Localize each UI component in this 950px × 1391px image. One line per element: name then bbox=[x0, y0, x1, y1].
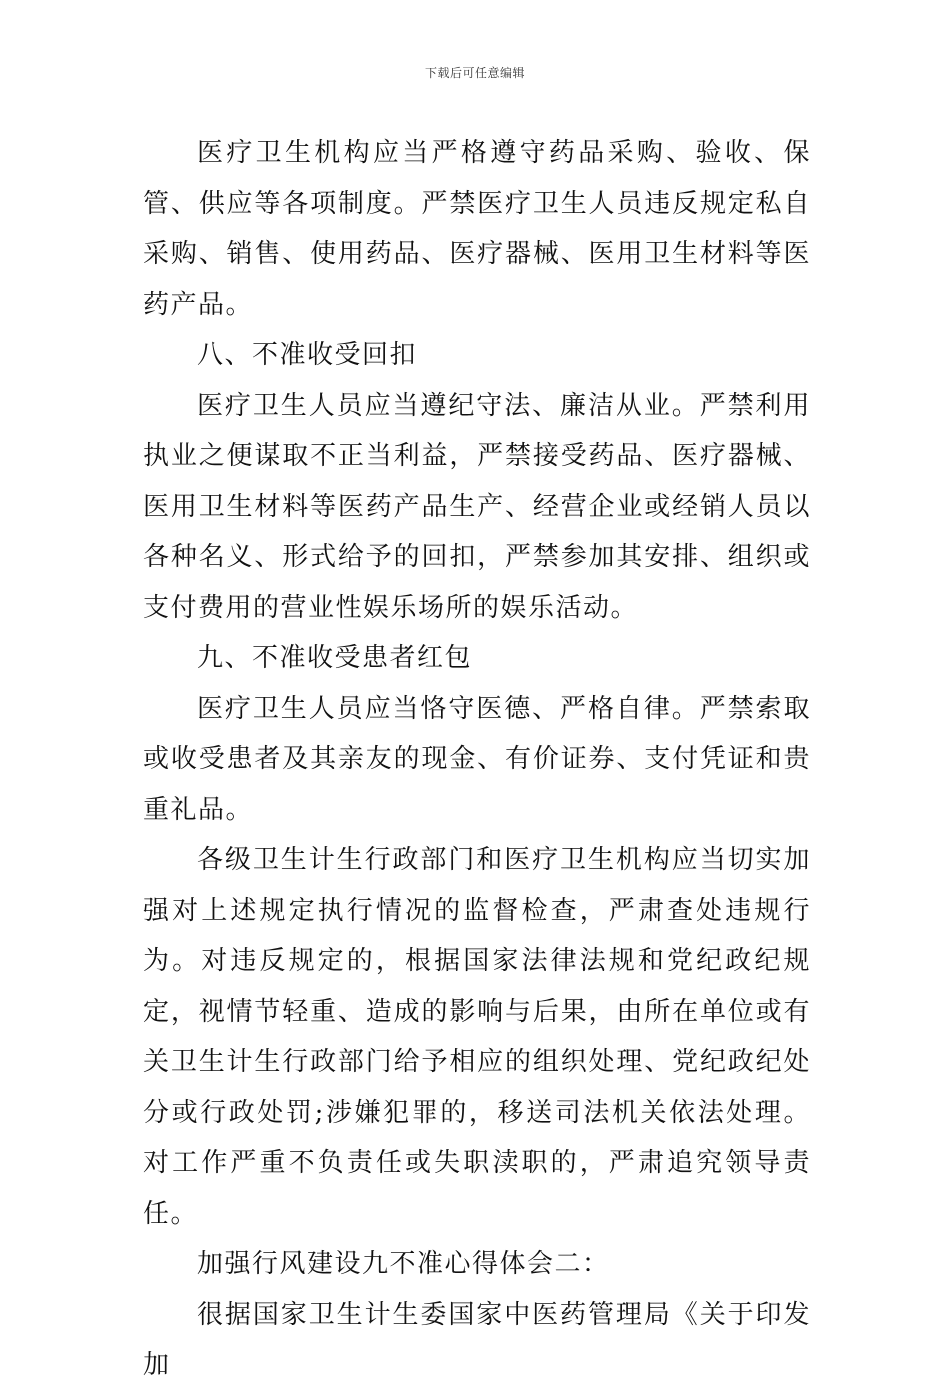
paragraph-no-red-envelopes: 医疗卫生人员应当恪守医德、严格自律。严禁索取或收受患者及其亲友的现金、有价证券、支付凭证和贵重礼品。 bbox=[143, 693, 811, 825]
subtitle-reflection-2: 加强行风建设九不准心得体会二： bbox=[197, 1249, 610, 1279]
page-header: 下载后可任意编辑 bbox=[424, 66, 525, 80]
paragraph-drug-procurement: 医疗卫生机构应当严格遵守药品采购、验收、保管、供应等各项制度。严禁医疗卫生人员违反规定私自采购、销售、使用药品、医疗器械、医用卫生材料等医药产品。 bbox=[143, 138, 811, 320]
section-heading-8: 八、不准收受回扣 bbox=[197, 340, 418, 370]
document-body bbox=[143, 128, 811, 1391]
paragraph-supervision: 各级卫生计生行政部门和医疗卫生机构应当切实加强对上述规定执行情况的监督检查，严肃查处违规行为。对违反规定的，根据国家法律法规和党纪政纪规定，视情节轻重、造成的影响与后果，由所在单位或有关卫生计生行政部门给予相应的组织处理、党纪政纪处分或行政处罚;涉嫌犯罪的，移送司法机关依法处理。对工作严重不负责任或失职渎职的，严肃追究领导责任。 bbox=[143, 845, 811, 1229]
paragraph-reflection-start: 很据国家卫生计生委国家中医药管理局《关于印发加 bbox=[143, 1299, 811, 1380]
paragraph-no-kickbacks: 医疗卫生人员应当遵纪守法、廉洁从业。严禁利用执业之便谋取不正当利益，严禁接受药品、医疗器械、医用卫生材料等医药产品生产、经营企业或经销人员以各种名义、形式给予的回扣，严禁参加其安排、组织或支付费用的营业性娱乐场所的娱乐活动。 bbox=[143, 390, 811, 623]
section-heading-9: 九、不准收受患者红包 bbox=[197, 643, 473, 673]
